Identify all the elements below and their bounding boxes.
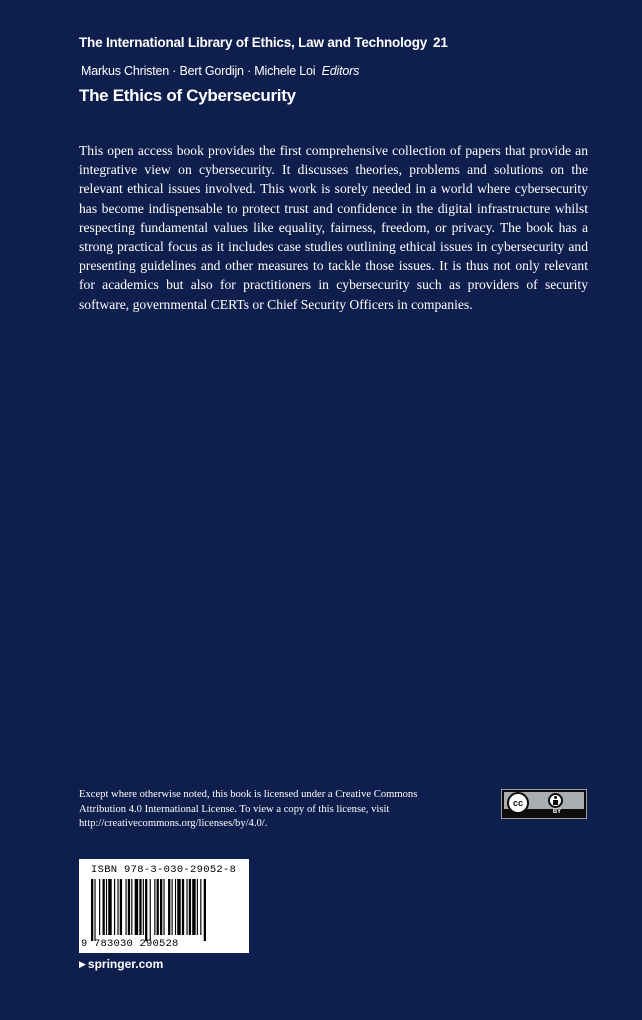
barcode-bar — [172, 879, 173, 935]
barcode-bar — [135, 879, 138, 935]
barcode-bar — [200, 879, 201, 935]
publisher-site: springer.com — [87, 957, 164, 971]
barcode-bar — [192, 879, 195, 935]
series-volume: 21 — [433, 35, 448, 50]
series-line — [79, 35, 599, 50]
publisher-link[interactable] — [79, 957, 163, 971]
barcode-bar — [168, 879, 170, 935]
barcode-bar — [99, 879, 100, 935]
barcode-bar — [189, 879, 191, 935]
barcode-bar — [94, 879, 95, 941]
barcode-bar — [143, 879, 144, 935]
barcode-bars — [91, 879, 237, 941]
barcode-bar — [182, 879, 184, 935]
ean-digits: 9 783030 290528 — [81, 938, 179, 950]
barcode-bar — [177, 879, 180, 935]
editors-role: Editors — [321, 64, 360, 78]
barcode-bar — [103, 879, 105, 935]
cc-by-icon — [501, 789, 587, 819]
book-title: The Ethics of Cybersecurity — [79, 86, 296, 105]
isbn-barcode — [79, 859, 249, 953]
barcode-bar — [106, 879, 107, 935]
barcode-bar — [131, 879, 132, 935]
book-description: This open access book provides the first comprehensive collection of papers that provide an integrative view on cybersecurity. It discusses theories, problems and solutions on the relevant ethical issues involved. This work is sorely needed in a world where cybersecurity has become indispensable to protect trust and confidence in the digital infrastructure whilst respecting fundamental values like equality, fairness, freedom, or privacy. The book has a strong practical focus as it includes case studies outlining ethical issues in cybersecurity and presenting guidelines and other measures to tackle those issues. It is thus not only relevant for academics but also for practitioners in cybersecurity such as providers of security software, governmental CERTs or Chief Security Officers in companies. — [79, 143, 588, 312]
barcode-bar — [139, 879, 141, 935]
editor-names: Markus Christen · Bert Gordijn · Michele Loi — [81, 64, 316, 78]
barcode-bar — [150, 879, 151, 941]
arrow-right-icon: ▶ — [79, 959, 86, 969]
barcode-bar — [145, 879, 147, 941]
barcode-bar — [175, 879, 176, 935]
editors-line — [81, 64, 601, 78]
barcode-bar — [114, 879, 115, 935]
cc-by-label: BY — [552, 809, 562, 815]
cc-logo-icon: cc — [507, 792, 529, 814]
attribution-person-icon — [548, 793, 563, 808]
barcode-bar — [120, 879, 122, 935]
barcode-bar — [160, 879, 162, 935]
barcode-bar — [157, 879, 159, 935]
barcode-bar — [186, 879, 187, 935]
barcode-bar — [154, 879, 155, 935]
barcode-bar — [108, 879, 111, 935]
barcode-bar — [128, 879, 130, 935]
barcode-bar — [117, 879, 118, 935]
license-notice: Except where otherwise noted, this book is licensed under a Creative Commons Attribution 4.0 International License. To view a copy of this license, visit http://creativecommons.org/licenses/by/4.0/. — [79, 789, 418, 829]
series-name: The International Library of Ethics, Law and Technology — [79, 35, 428, 50]
isbn-label: ISBN 978-3-030-29052-8 — [91, 864, 237, 876]
barcode-bar — [197, 879, 198, 935]
barcode-bar — [126, 879, 127, 935]
barcode-bar — [204, 879, 206, 941]
barcode-bar — [91, 879, 93, 941]
barcode-bar — [163, 879, 164, 935]
